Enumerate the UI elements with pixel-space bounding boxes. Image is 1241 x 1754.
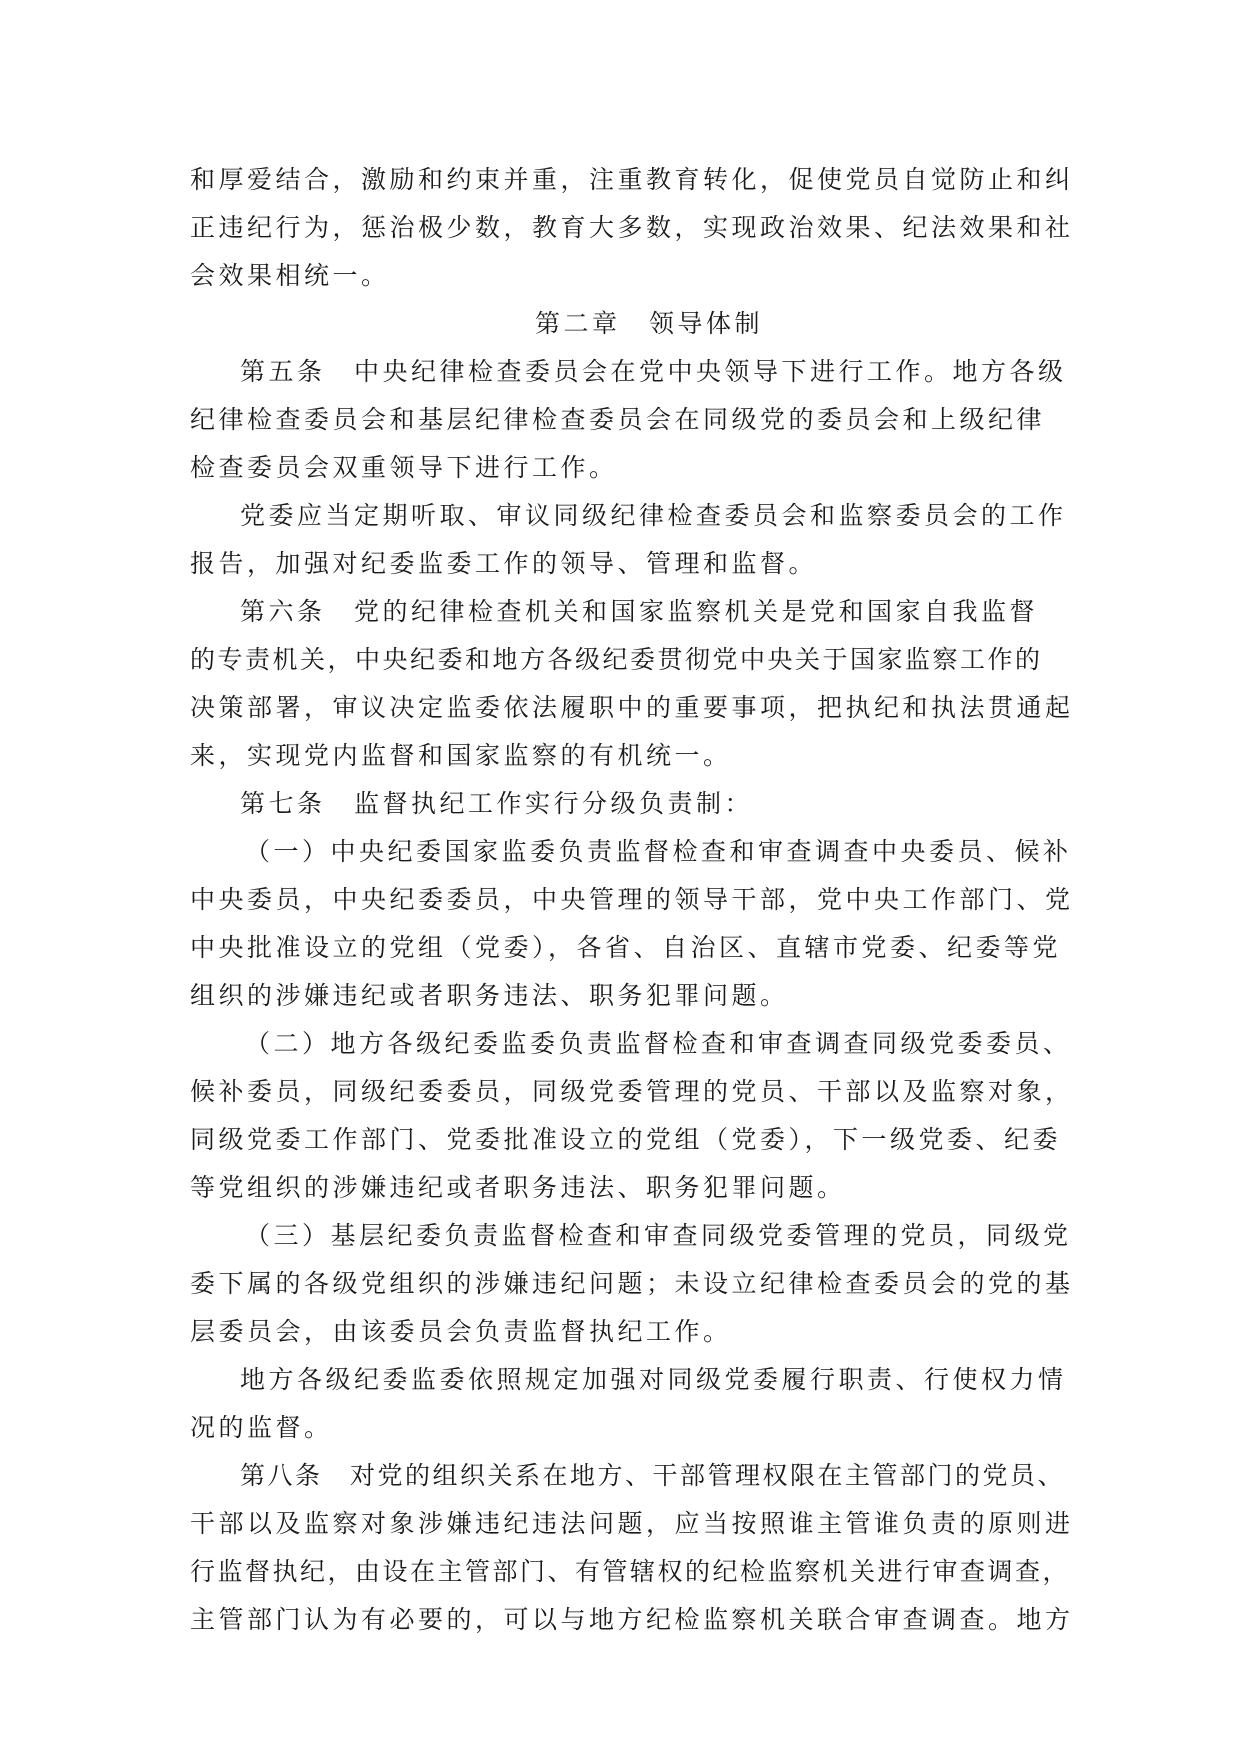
chapter-heading: 第二章 领导体制 — [535, 309, 764, 338]
article-5-title: 第五条 中央纪律检查委员会在党中央领导下进行工作。地方各级 — [240, 357, 1067, 386]
text-line: 同级党委工作部门、党委批准设立的党组（党委），下一级党委、纪委 — [190, 1125, 1062, 1154]
text-line: 候补委员，同级纪委委员，同级党委管理的党员、干部以及监察对象， — [190, 1077, 1074, 1106]
text-line: 主管部门认为有必要的，可以与地方纪检监察机关联合审查调查。地方 — [190, 1605, 1074, 1634]
text-line: （三）基层纪委负责监督检查和审查同级党委管理的党员，同级党 — [245, 1221, 1072, 1250]
text-line: 行监督执纪，由设在主管部门、有管辖权的纪检监察机关进行审查调查， — [190, 1557, 1071, 1586]
text-line: （二）地方各级纪委监委负责监督检查和审查调查同级党委委员、 — [245, 1029, 1072, 1058]
text-line: 正违纪行为，惩治极少数，教育大多数，实现政治效果、纪法效果和社 — [190, 213, 1074, 242]
text-line: 的专责机关，中央纪委和地方各级纪委贯彻党中央关于国家监察工作的 — [190, 645, 1043, 674]
text-line: 等党组织的涉嫌违纪或者职务违法、职务犯罪问题。 — [190, 1173, 846, 1202]
article-6-title: 第六条 党的纪律检查机关和国家监察机关是党和国家自我监督 — [240, 597, 1039, 626]
text-line: 来，实现党内监督和国家监察的有机统一。 — [190, 741, 732, 770]
text-line: 中央委员，中央纪委委员，中央管理的领导干部，党中央工作部门、党 — [190, 885, 1074, 914]
text-line: 党委应当定期听取、审议同级纪律检查委员会和监察委员会的工作 — [240, 501, 1067, 530]
text-line: 委下属的各级党组织的涉嫌违纪问题；未设立纪律检查委员会的党的基 — [190, 1269, 1074, 1298]
text-line: 中央批准设立的党组（党委），各省、自治区、直辖市党委、纪委等党 — [190, 933, 1062, 962]
text-line: 会效果相统一。 — [190, 261, 390, 290]
text-line: 况的监督。 — [190, 1413, 333, 1442]
text-line: （一）中央纪委国家监委负责监督检查和审查调查中央委员、候补 — [245, 837, 1072, 866]
text-line: 组织的涉嫌违纪或者职务违法、职务犯罪问题。 — [190, 981, 789, 1010]
text-line: 和厚爱结合，激励和约束并重，注重教育转化，促使党员自觉防止和纠 — [190, 165, 1074, 194]
article-8-title: 第八条 对党的组织关系在地方、干部管理权限在主管部门的党员、 — [240, 1461, 1066, 1490]
text-line: 纪律检查委员会和基层纪律检查委员会在同级党的委员会和上级纪律 — [190, 405, 1046, 434]
text-line: 报告，加强对纪委监委工作的领导、管理和监督。 — [190, 549, 818, 578]
text-line: 检查委员会双重领导下进行工作。 — [190, 453, 618, 482]
article-7-title: 第七条 监督执纪工作实行分级负责制： — [240, 789, 754, 818]
text-line: 决策部署，审议决定监委依法履职中的重要事项，把执纪和执法贯通起 — [190, 693, 1074, 722]
text-line: 地方各级纪委监委依照规定加强对同级党委履行职责、行使权力情 — [240, 1365, 1067, 1394]
text-line: 层委员会，由该委员会负责监督执纪工作。 — [190, 1317, 732, 1346]
text-line: 干部以及监察对象涉嫌违纪违法问题，应当按照谁主管谁负责的原则进 — [190, 1509, 1074, 1538]
